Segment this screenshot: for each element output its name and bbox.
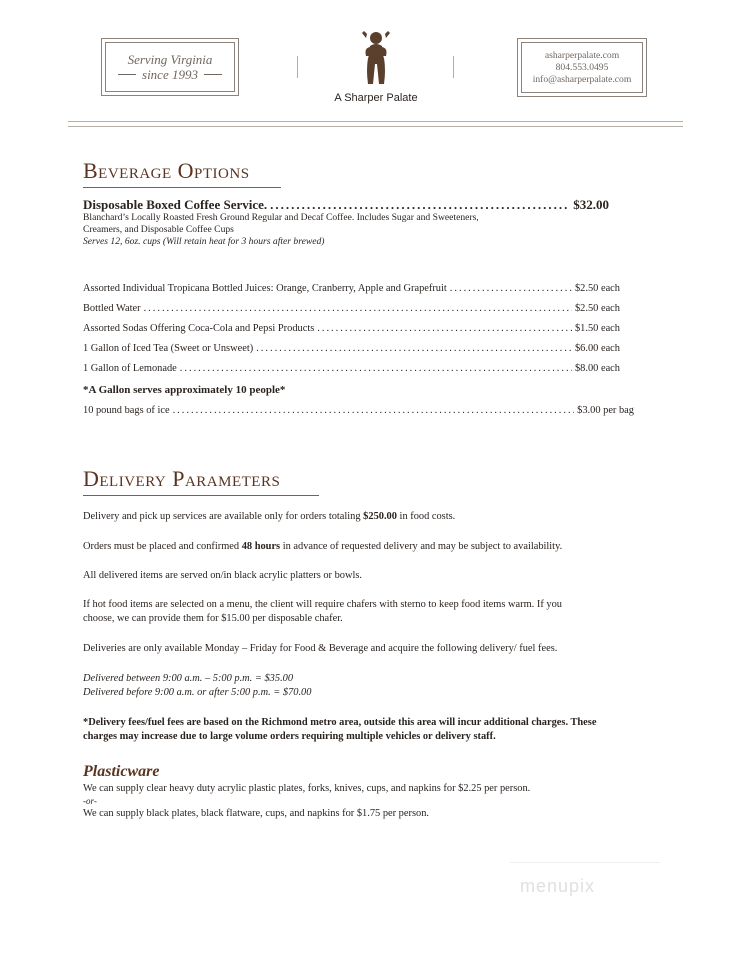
plasticware-options: We can supply clear heavy duty acrylic plastic plates, forks, knives, cups, and napkins for $2.25 per person. -or- We can supply black plates, black flatware, cups, and napkins for $1.75 per person.	[83, 783, 531, 819]
menu-item-row: Assorted Individual Tropicana Bottled Juices: Orange, Cranberry, Apple and Grapefruit ..... $2.50 each	[83, 282, 620, 295]
email-link[interactable]: info@asharperpalate.com	[532, 73, 632, 85]
delivery-minimum: Delivery and pick up services are available only for orders totaling $250.00 in food costs.	[83, 511, 456, 522]
divider	[297, 56, 298, 78]
coffee-service-row	[83, 197, 609, 213]
contact-badge	[517, 38, 647, 97]
plasticware-title: Plasticware	[83, 763, 160, 780]
delivery-fees: Delivered between 9:00 a.m. – 5:00 p.m. = $35.00 Delivered before 9:00 a.m. or after 5:00 p.m. = $70.00	[83, 673, 312, 698]
brand-logo	[358, 30, 394, 88]
header-rule	[68, 121, 683, 127]
coffee-description: Blanchard’s Locally Roasted Fresh Ground Regular and Decaf Coffee. Includes Sugar and Sweeteners, Creamers, and Disposable Coffee Cups Serves 12, 6oz. cups (Will retain heat for 3 hours after brewed)	[83, 212, 663, 248]
delivery-days: Deliveries are only available Monday – Friday for Food & Beverage and acquire the following delivery/ fuel fees.	[83, 643, 558, 654]
brand-name: A Sharper Palate	[334, 92, 418, 104]
serving-line: Serving Virginia	[127, 52, 213, 67]
delivery-platters: All delivered items are served on/in black acrylic platters or bowls.	[83, 570, 363, 581]
menu-item-row: 1 Gallon of Iced Tea (Sweet or Unsweet) ..... $6.00 each	[83, 342, 620, 355]
delivery-lead-time: Orders must be placed and confirmed 48 hours in advance of requested delivery and may be subject to availability.	[83, 541, 563, 552]
menu-item-row: 1 Gallon of Lemonade ..... $8.00 each	[83, 362, 620, 375]
chef-figure-icon	[358, 30, 394, 88]
delivery-warning: *Delivery fees/fuel fees are based on the Richmond metro area, outside this area will incur additional charges. These charges may increase due to large volume orders requiring multiple vehicles or delivery staff.	[83, 717, 597, 742]
menu-item-row: Bottled Water ..... $2.50 each	[83, 302, 620, 315]
since-line: since 1993	[142, 67, 198, 82]
gallon-note: *A Gallon serves approximately 10 people*	[83, 384, 286, 396]
serving-badge	[101, 38, 239, 96]
delivery-chafers: If hot food items are selected on a menu, the client will require chafers with sterno to keep food items warm. If you choose, we can provide them for $15.00 per disposable chafer.	[83, 599, 562, 624]
website-link[interactable]: asharperpalate.com	[544, 49, 620, 61]
menupix-watermark: menupix	[520, 876, 596, 896]
beverage-title: Beverage Options	[83, 158, 281, 188]
coffee-service-price: $32.00	[573, 197, 609, 212]
coffee-service-name: Disposable Boxed Coffee Service.	[83, 197, 268, 212]
menu-item-row: Assorted Sodas Offering Coca-Cola and Pepsi Products ..... $1.50 each	[83, 322, 620, 335]
divider	[453, 56, 454, 78]
phone-number: 804.553.0495	[555, 61, 609, 73]
ice-row: 10 pound bags of ice ..... $3.00 per bag	[83, 404, 634, 417]
delivery-title: Delivery Parameters	[83, 466, 319, 496]
coffee-note: Serves 12, 6oz. cups (Will retain heat for 3 hours after brewed)	[83, 236, 325, 247]
